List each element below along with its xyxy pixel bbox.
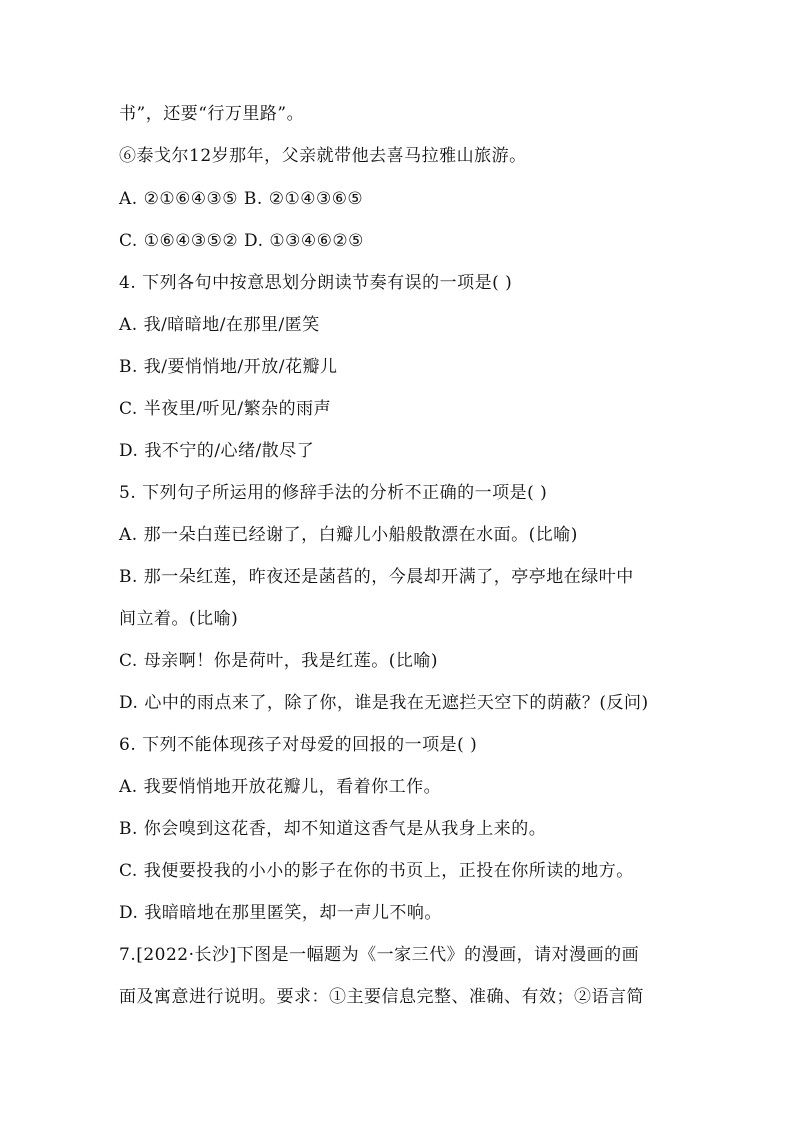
text-line: 书”，还要“行万里路”。	[119, 104, 305, 124]
question-7: 7.[2022·长沙]下图是一幅题为《一家三代》的漫画，请对漫画的画	[119, 945, 640, 965]
question-5: 5. 下列句子所运用的修辞手法的分析不正确的一项是( )	[119, 483, 548, 503]
option-line: D. 我暗暗地在那里匿笑，却一声儿不响。	[119, 903, 442, 923]
question-4: 4. 下列各句中按意思划分朗读节奏有误的一项是( )	[119, 273, 513, 293]
option-line: A. 我/暗暗地/在那里/匿笑	[119, 315, 320, 335]
question-6: 6. 下列不能体现孩子对母爱的回报的一项是( )	[119, 735, 478, 755]
text-line: ⑥泰戈尔12岁那年，父亲就带他去喜马拉雅山旅游。	[119, 146, 527, 166]
option-line: A. 那一朵白莲已经谢了，白瓣儿小船般散漂在水面。(比喻)	[119, 525, 578, 545]
option-line: D. 我不宁的/心绪/散尽了	[119, 441, 315, 461]
option-line: B. 我/要悄悄地/开放/花瓣儿	[119, 357, 338, 377]
option-line: C. 我便要投我的小小的影子在你的书页上，正投在你所读的地方。	[119, 861, 634, 881]
option-line: B. 那一朵红莲，昨夜还是菡萏的，今晨却开满了，亭亭地在绿叶中	[119, 567, 634, 587]
option-line: D. 心中的雨点来了，除了你，谁是我在无遮拦天空下的荫蔽？(反问)	[119, 693, 649, 713]
option-line: A. 我要悄悄地开放花瓣儿，看着你工作。	[119, 777, 442, 797]
option-line: C. 半夜里/听见/繁杂的雨声	[119, 399, 332, 419]
text-line: 间立着。(比喻)	[119, 609, 239, 629]
option-line: B. 你会嗅到这花香，却不知道这香气是从我身上来的。	[119, 819, 547, 839]
option-line: C. ①⑥④③⑤② D. ①③④⑥②⑤	[119, 231, 364, 251]
option-line: A. ②①⑥④③⑤ B. ②①④③⑥⑤	[119, 189, 364, 209]
option-line: C. 母亲啊！你是荷叶，我是红莲。(比喻)	[119, 651, 438, 671]
text-line: 面及寓意进行说明。要求：①主要信息完整、准确、有效；②语言简	[119, 987, 644, 1007]
